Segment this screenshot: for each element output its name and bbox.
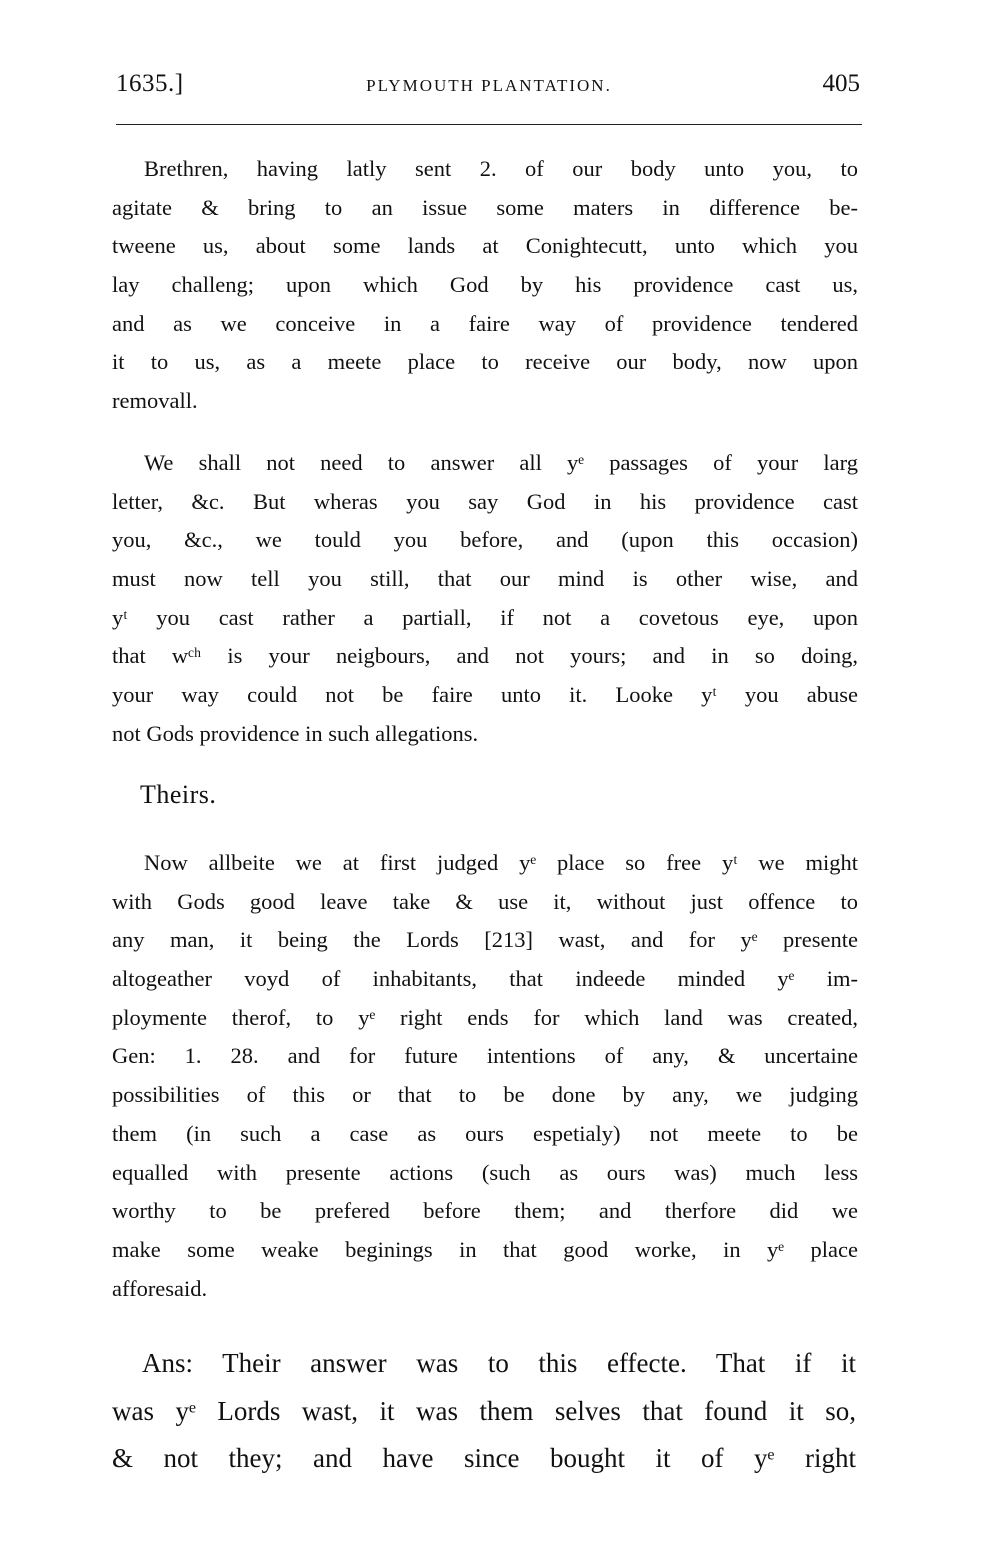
text-line: removall. [112, 388, 198, 414]
text-line: & not they; and have since bought it of yᵉ right [112, 1443, 856, 1473]
text-line: equalled with presente actions (such as ours was) much less [112, 1159, 858, 1185]
text-line: yᵗ you cast rather a partiall, if not a covetous eye, upon [112, 604, 858, 630]
page-number: 405 [822, 70, 860, 97]
text-line: you, &c., we tould you before, and (upon this occasion) [112, 527, 858, 553]
paragraph-we-shall-not [112, 444, 858, 754]
text-line: tweene us, about some lands at Conightecutt, unto which you [112, 233, 858, 259]
text-line: that wᶜʰ is your neigbours, and not yours; and in so doing, [112, 643, 858, 669]
paragraph-now-allbeite [112, 844, 858, 1308]
text-line: afforesaid. [112, 1275, 208, 1301]
text-line: them (in such a case as ours espetialy) not meete to be [112, 1120, 858, 1146]
text-line: altogeather voyd of inhabitants, that indeede minded yᵉ im- [112, 966, 858, 992]
text-line: Brethren, having latly sent 2. of our body unto you, to [144, 156, 858, 181]
paragraph-brethren [112, 150, 858, 421]
text-line: must now tell you still, that our mind is other wise, and [112, 566, 858, 592]
text-line: Gen: 1. 28. and for future intentions of any, & uncertaine [112, 1043, 858, 1069]
text-line: We shall not need to answer all yᵉ passages of your larg [144, 450, 858, 475]
text-line: it to us, as a meete place to receive our body, now upon [112, 349, 858, 375]
header-year: 1635.] [116, 70, 184, 97]
text-line: with Gods good leave take & use it, without just offence to [112, 888, 858, 914]
header-rule [116, 124, 862, 125]
text-line: not Gods providence in such allegations. [112, 720, 479, 746]
text-line: your way could not be faire unto it. Looke yᵗ you abuse [112, 682, 858, 708]
section-heading: Theirs. [140, 780, 217, 809]
text-line: and as we conceive in a faire way of providence tendered [112, 310, 858, 336]
text-line: Ans: Their answer was to this effecte. That if it [142, 1348, 856, 1378]
paragraph-answer [112, 1340, 856, 1483]
text-line: lay challeng; upon which God by his providence cast us, [112, 272, 858, 298]
running-header [116, 70, 862, 110]
text-line: was yᵉ Lords wast, it was them selves that found it so, [112, 1395, 856, 1426]
text-line: ploymente therof, to yᵉ right ends for which land was created, [112, 1004, 858, 1030]
header-title: PLYMOUTH PLANTATION. [366, 76, 612, 95]
text-line: agitate & bring to an issue some maters in difference be- [112, 194, 858, 220]
text-line: worthy to be prefered before them; and therfore did we [112, 1198, 858, 1224]
text-line: make some weake beginings in that good worke, in yᵉ place [112, 1236, 858, 1262]
text-line: letter, &c. But wheras you say God in his providence cast [112, 488, 858, 514]
text-line: possibilities of this or that to be done by any, we judging [112, 1082, 858, 1108]
text-line: Now allbeite we at first judged yᵉ place so free yᵗ we might [144, 850, 858, 875]
text-line: any man, it being the Lords [213] wast, and for yᵉ presente [112, 927, 858, 953]
